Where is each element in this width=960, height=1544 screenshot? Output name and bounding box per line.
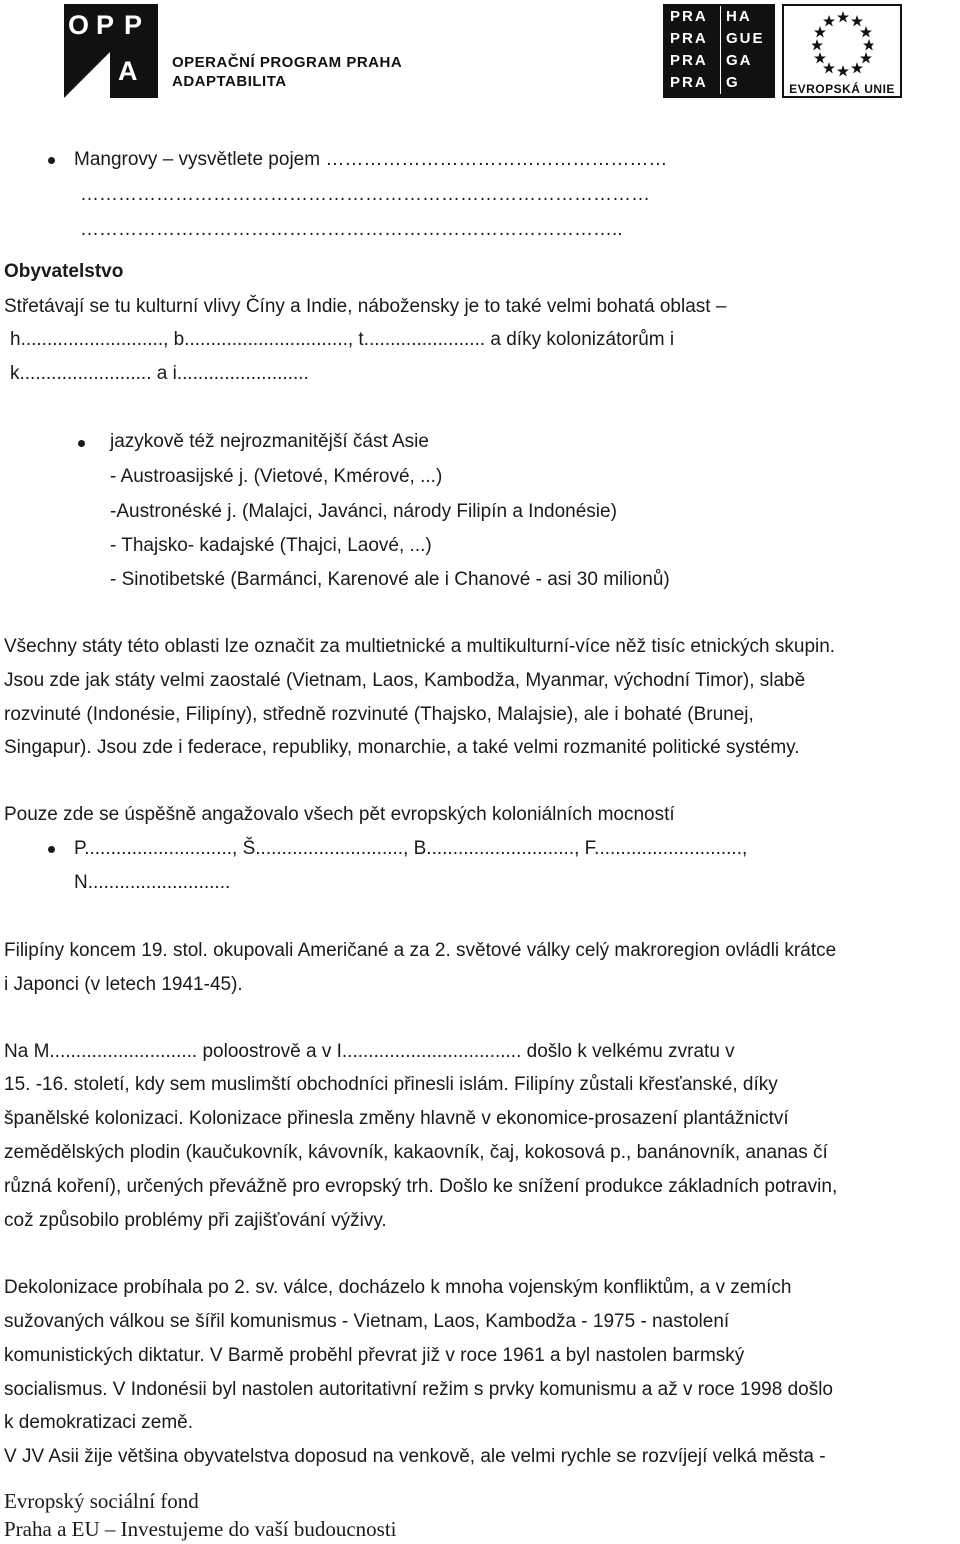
- bullet-icon: [48, 846, 55, 853]
- opp-letter: A: [118, 56, 141, 86]
- praha-logo-cell: GA: [726, 52, 753, 69]
- praha-logo-cell: HA: [726, 8, 752, 25]
- paragraph-line: 15. -16. století, kdy sem muslimští obchodníci přinesli islám. Filipíny zůstali křesťanské, díky: [4, 1074, 778, 1095]
- paragraph-line: Na M............................ poloostrově a v I.................................. došlo k velkému zvratu v: [4, 1041, 735, 1062]
- paragraph-line: rozvinuté (Indonésie, Filipíny), středně rozvinuté (Thajsko, Malajsie), ale i bohaté (Brunej,: [4, 704, 754, 725]
- opp-letter: P: [124, 10, 146, 40]
- language-item: - Sinotibetské (Barmánci, Karenové ale i Chanové - asi 30 milionů): [110, 569, 670, 590]
- paragraph-line: různá koření), určených převážně pro evropský trh. Došlo ke snížení produkce základních potravin,: [4, 1176, 838, 1197]
- paragraph-line: což způsobilo problémy při zajišťování výživy.: [4, 1210, 387, 1231]
- opp-logo-line2: ADAPTABILITA: [172, 73, 287, 90]
- footer-line2: Praha a EU – Investujeme do vaší budoucnosti: [4, 1517, 397, 1541]
- mangrovy-line3: …………………………………………………………………………..: [80, 219, 623, 240]
- paragraph-line: Filipíny koncem 19. stol. okupovali Američané a za 2. světové války celý makroregion ovládli krátce: [4, 940, 837, 961]
- footer-line1: Evropský sociální fond: [4, 1489, 199, 1513]
- praha-logo-cell: PRA: [670, 52, 708, 69]
- praha-logo-cell: GUE: [726, 30, 765, 47]
- bullet-icon: [48, 157, 55, 164]
- language-item: - Thajsko- kadajské (Thajci, Laové, ...): [110, 535, 432, 556]
- language-item: -Austronéské j. (Malajci, Javánci, národy Filipín a Indonésie): [110, 501, 617, 522]
- paragraph-line: španělské kolonizaci. Kolonizace přinesla změny hlavně v ekonomice-prosazení plantážnictví: [4, 1108, 789, 1129]
- paragraph-line: V JV Asii žije většina obyvatelstva doposud na venkově, ale velmi rychle se rozvíjejí velká města -: [4, 1446, 826, 1467]
- paragraph-line: Singapur). Jsou zde i federace, republiky, monarchie, a také velmi rozmanité politické systémy.: [4, 737, 800, 758]
- eu-logo-label: EVROPSKÁ UNIE: [789, 82, 895, 96]
- opp-logo-line1: OPERAČNÍ PROGRAM PRAHA: [172, 54, 403, 71]
- mangrovy-line1: Mangrovy – vysvětlete pojem ………………………………………………: [74, 149, 668, 170]
- bullet-icon: [78, 440, 85, 447]
- colonial-intro: Pouze zde se úspěšně angažovalo všech pět evropských koloniálních mocností: [4, 804, 675, 825]
- intro-line: Střetávají se tu kulturní vlivy Číny a Indie, nábožensky je to také velmi bohatá oblast –: [4, 296, 727, 317]
- languages-title: jazykově též nejrozmanitější část Asie: [110, 431, 429, 452]
- paragraph-line: Všechny státy této oblasti lze označit za multietnické a multikulturní-více něž tisíc etnických skupin.: [4, 636, 836, 657]
- paragraph-line: i Japonci (v letech 1941-45).: [4, 974, 243, 995]
- intro-line: h..........................., b..............................., t....................... a díky kolonizátorům i: [10, 329, 675, 350]
- paragraph-line: Dekolonizace probíhala po 2. sv. válce, docházelo k mnoha vojenským konfliktům, a v zemích: [4, 1277, 792, 1298]
- paragraph-line: zemědělských plodin (kaučukovník, kávovník, kakaovník, čaj, kokosová p., banánovník, ananas čí: [4, 1142, 828, 1163]
- praha-logo-cell: PRA: [670, 74, 708, 91]
- opp-letter: O: [68, 10, 93, 40]
- paragraph-line: socialismus. V Indonésii byl nastolen autoritativní režim s prvky komunismu a až v roce 1998 došlo: [4, 1379, 833, 1400]
- eu-stars-icon: [812, 8, 874, 78]
- mangrovy-line2: ………………………………………………………………………………: [80, 184, 650, 205]
- praha-logo-cell: G: [726, 74, 740, 91]
- intro-line: k......................... a i.........................: [10, 363, 309, 384]
- praha-logo-cell: PRA: [670, 8, 708, 25]
- praha-logo-cell: PRA: [670, 30, 708, 47]
- paragraph-line: k demokratizaci země.: [4, 1412, 194, 1433]
- section-heading: Obyvatelstvo: [4, 261, 124, 282]
- language-item: - Austroasijské j. (Vietové, Kmérové, ...): [110, 466, 443, 487]
- paragraph-line: komunistických diktatur. V Barmě proběhl převrat již v roce 1961 a byl nastolen barmský: [4, 1345, 745, 1366]
- colonial-blank-line: N...........................: [74, 872, 231, 893]
- paragraph-line: sužovaných válkou se šířil komunismus - Vietnam, Laos, Kambodža - 1975 - nastolení: [4, 1311, 730, 1332]
- paragraph-line: Jsou zde jak státy velmi zaostalé (Vietnam, Laos, Kambodža, Myanmar, východní Timor), slabě: [4, 670, 806, 691]
- opp-letter: P: [96, 10, 118, 40]
- colonial-blank-line: P............................, Š............................, B............................, F............................,: [74, 838, 748, 859]
